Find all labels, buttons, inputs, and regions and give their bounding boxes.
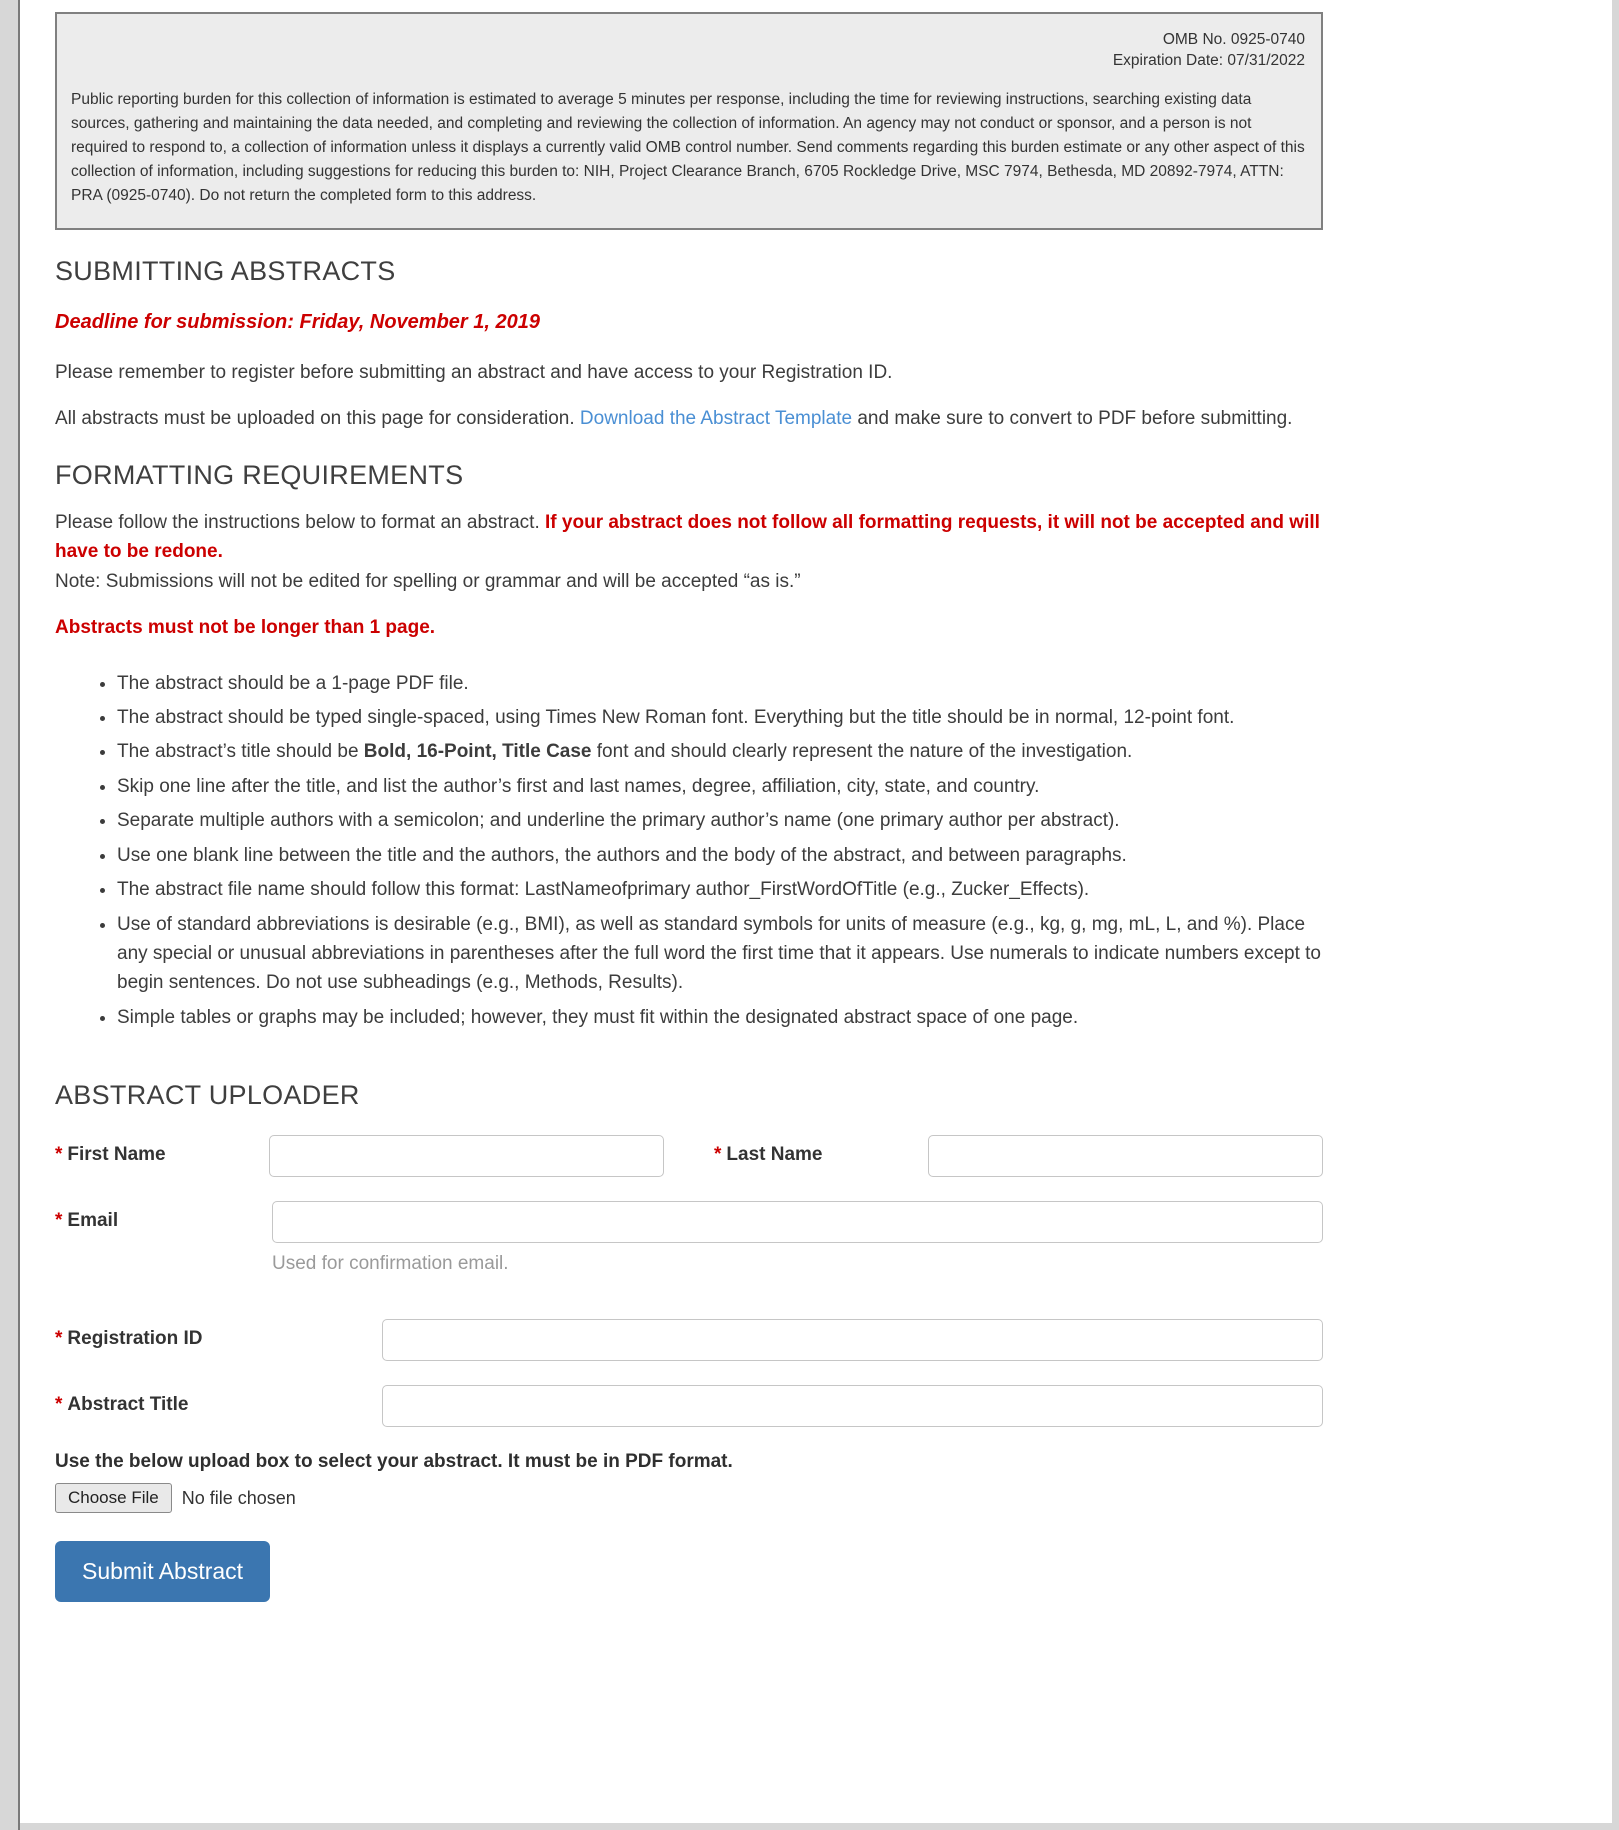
formatting-rule-item <box>117 703 1323 732</box>
formatting-rule-item <box>117 910 1323 998</box>
label-text: Last Name <box>726 1144 823 1166</box>
required-asterisk: * <box>714 1144 722 1166</box>
formatting-note-text: Note: Submissions will not be edited for spelling or grammar and will be accepted “as is.” <box>55 570 801 592</box>
rule-text: Simple tables or graphs may be included; however, they must fit within the designated abstract space of one page. <box>117 1006 1079 1028</box>
rule-text: Use one blank line between the title and the authors, the authors and the body of the abstract, and between paragraphs. <box>117 844 1127 866</box>
email-label <box>55 1201 272 1232</box>
last-name-input[interactable] <box>928 1135 1323 1177</box>
omb-expiration-date: Expiration Date: 07/31/2022 <box>1112 51 1305 69</box>
upload-info-text <box>55 404 1323 433</box>
email-field-row <box>55 1201 1323 1275</box>
page-edge-right <box>1612 0 1619 1830</box>
abstract-uploader-form <box>55 1135 1323 1602</box>
register-reminder-text: Please remember to register before submitting an abstract and have access to your Registration ID. <box>55 361 893 383</box>
formatting-rule-item <box>117 1003 1323 1032</box>
file-upload-control <box>55 1483 1323 1513</box>
formatting-rule-item <box>117 669 1323 698</box>
file-chosen-status: No file chosen <box>181 1487 296 1508</box>
page-edge-left <box>0 0 20 1830</box>
abstract-title-label <box>55 1385 382 1416</box>
omb-header <box>71 30 1305 72</box>
page-edge-bottom <box>0 1823 1619 1830</box>
email-field-column <box>272 1201 1323 1275</box>
formatting-warning-text: If your abstract does not follow all formatting requests, it will not be accepted and will have to be redone. <box>55 511 1320 563</box>
submit-abstract-button[interactable]: Submit Abstract <box>55 1541 270 1602</box>
abstract-title-input[interactable] <box>382 1385 1323 1427</box>
rule-text: font and should clearly represent the nature of the investigation. <box>591 741 1133 763</box>
rule-text: Use of standard abbreviations is desirable (e.g., BMI), as well as standard symbols for units of measure (e.g., kg, g, mg, mL, L, and %). Place any special or unusual abbreviations in parentheses after the full word the first time that it appears. Use numerals to indicate numbers except to begin sentences. Do not use subheadings (e.g., Methods, Results). <box>117 913 1321 994</box>
omb-number: OMB No. 0925-0740 <box>1162 31 1305 48</box>
registration-id-input[interactable] <box>382 1319 1323 1361</box>
label-text: Registration ID <box>67 1328 203 1350</box>
registration-id-label <box>55 1319 382 1350</box>
deadline-text: Deadline for submission: Friday, November 1, 2019 <box>55 310 540 333</box>
last-name-label <box>714 1135 928 1166</box>
formatting-rules-list <box>55 669 1323 1033</box>
email-input[interactable] <box>272 1201 1323 1243</box>
section-title-submitting-abstracts: SUBMITTING ABSTRACTS <box>55 255 396 286</box>
formatting-rule-item <box>117 875 1323 904</box>
upload-info-pre: All abstracts must be uploaded on this page for consideration. <box>55 408 580 430</box>
required-asterisk: * <box>55 1210 63 1232</box>
label-text: First Name <box>67 1144 166 1166</box>
rule-text-bold: Bold, 16-Point, Title Case <box>363 741 592 763</box>
formatting-rule-item <box>117 772 1323 801</box>
required-asterisk: * <box>55 1144 63 1166</box>
formatting-rule-item <box>117 737 1323 766</box>
registration-id-row <box>55 1319 1323 1361</box>
download-abstract-template-link[interactable]: Download the Abstract Template <box>579 408 853 430</box>
required-asterisk: * <box>55 1394 63 1416</box>
page-content <box>55 0 1323 1602</box>
abstract-title-row <box>55 1385 1323 1427</box>
label-text: Email <box>67 1210 119 1232</box>
section-title-formatting-requirements: FORMATTING REQUIREMENTS <box>55 459 464 490</box>
rule-text: The abstract should be a 1-page PDF file. <box>117 672 469 694</box>
rule-text: The abstract file name should follow this format: LastNameofprimary author_FirstWordOfTitle (e.g., Zucker_Effects). <box>117 879 1090 901</box>
length-warning-text: Abstracts must not be longer than 1 page. <box>55 617 436 639</box>
name-fields-row <box>55 1135 1323 1177</box>
first-name-input[interactable] <box>269 1135 664 1177</box>
rule-text: The abstract should be typed single-spaced, using Times New Roman font. Everything but the title should be in normal, 12-point font. <box>117 706 1235 728</box>
required-asterisk: * <box>55 1328 63 1350</box>
formatting-intro-pre: Please follow the instructions below to format an abstract. <box>55 511 546 533</box>
omb-notice-box <box>55 12 1323 230</box>
rule-text: Skip one line after the title, and list the author’s first and last names, degree, affiliation, city, state, and country. <box>117 775 1040 797</box>
choose-file-button[interactable]: Choose File <box>55 1483 172 1513</box>
upload-info-post: and make sure to convert to PDF before submitting. <box>852 408 1293 430</box>
upload-instruction-text: Use the below upload box to select your abstract. It must be in PDF format. <box>55 1451 733 1473</box>
rule-text: The abstract’s title should be <box>117 741 364 763</box>
formatting-rule-item <box>117 841 1323 870</box>
omb-burden-statement: Public reporting burden for this collection of information is estimated to average 5 minutes per response, including the time for reviewing instructions, searching existing data sources, gathering and maintaining the data needed, and completing and reviewing the collection of information. An agency may not conduct or sponsor, and a person is not required to respond to, a collection of information unless it displays a currently valid OMB control number. Send comments regarding this burden estimate or any other aspect of this collection of information, including suggestions for reducing this burden to: NIH, Project Clearance Branch, 6705 Rockledge Drive, MSC 7974, Bethesda, MD 20892-7974, ATTN: PRA (0925-0740). Do not return the completed form to this address. <box>71 90 1305 204</box>
rule-text: Separate multiple authors with a semicolon; and underline the primary author’s name (one primary author per abstract). <box>117 810 1120 832</box>
formatting-rule-item <box>117 806 1323 835</box>
label-text: Abstract Title <box>67 1394 189 1416</box>
section-title-abstract-uploader: ABSTRACT UPLOADER <box>55 1080 360 1111</box>
formatting-intro-text <box>55 508 1323 596</box>
email-helper-text: Used for confirmation email. <box>272 1253 509 1275</box>
first-name-label <box>55 1135 269 1166</box>
